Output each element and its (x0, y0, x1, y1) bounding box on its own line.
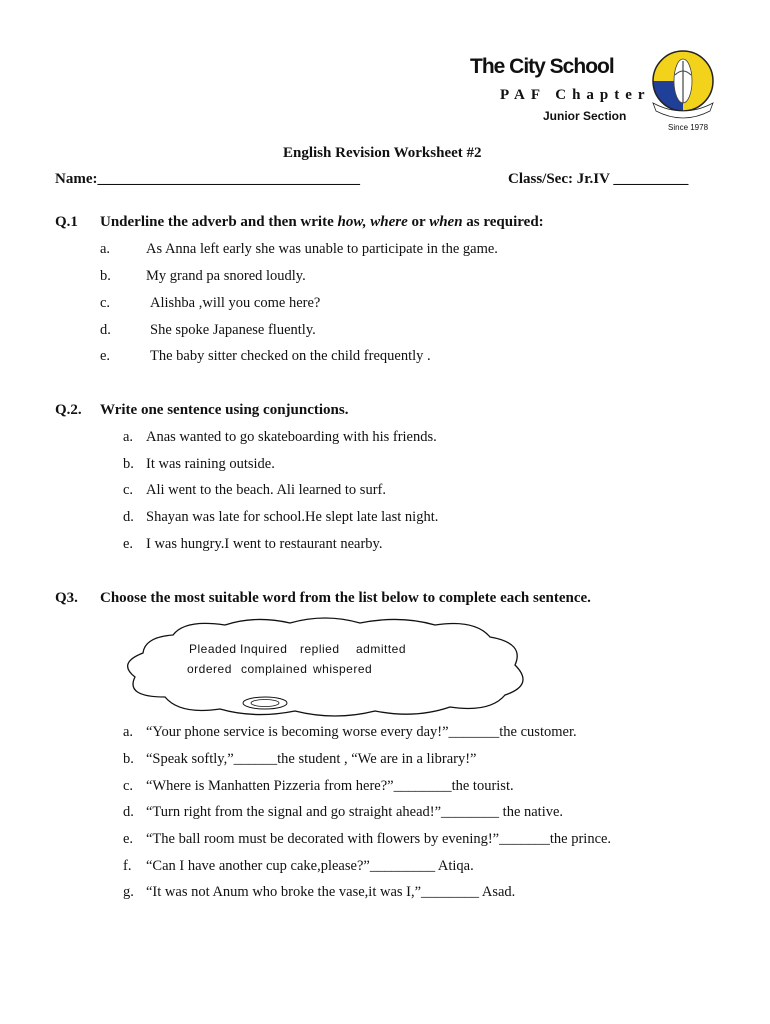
q3-item-text: “Turn right from the signal and go straight ahead!”________ the native. (146, 804, 564, 820)
q2-item-text: Anas wanted to go skateboarding with his friends. (146, 429, 437, 445)
q3-item-letter: a. (123, 724, 134, 740)
q3-item-letter: g. (123, 884, 134, 900)
q3-item-letter: e. (123, 831, 134, 847)
word-bank-word: Pleaded (189, 642, 237, 656)
q3-item-text: “Where is Manhatten Pizzeria from here?”________the tourist. (146, 778, 514, 794)
q3-item-letter: c. (123, 778, 134, 794)
section-name: Junior Section (543, 109, 627, 123)
q1-item-letter: e. (100, 348, 111, 364)
word-bank-word: complained (241, 662, 308, 676)
class-section-label: Class/Sec: Jr.IV __________ (508, 171, 689, 187)
q3-item-text: “The ball room must be decorated with flowers by evening!”_______the prince. (146, 831, 612, 847)
q1-item-text: She spoke Japanese fluently. (150, 322, 316, 338)
name-field-label: Name:___________________________________ (55, 171, 360, 187)
school-logo (648, 45, 718, 135)
word-bank-word: replied (300, 642, 340, 656)
q2-item-text: I was hungry.I went to restaurant nearby. (146, 536, 383, 552)
school-name: The City School (470, 55, 614, 78)
q2-item-text: Ali went to the beach. Ali learned to surf. (146, 482, 386, 498)
q3-item-text: “Your phone service is becoming worse every day!”_______the customer. (146, 724, 577, 740)
q3-item-text: “It was not Anum who broke the vase,it was I,”________ Asad. (146, 884, 516, 900)
q1-prompt-end: as required: (462, 214, 544, 230)
q3-item-text: “Speak softly,”______the student , “We are in a library!” (146, 751, 477, 767)
q3-item-letter: b. (123, 751, 134, 767)
q2-item-text: It was raining outside. (146, 456, 275, 472)
q1-item-letter: a. (100, 241, 111, 257)
q1-item-text: My grand pa snored loudly. (146, 268, 306, 284)
q2-item-letter: a. (123, 429, 134, 445)
q1-item-text: As Anna left early she was unable to participate in the game. (146, 241, 498, 257)
worksheet-title: English Revision Worksheet #2 (283, 145, 482, 161)
q2-prompt: Write one sentence using conjunctions. (100, 402, 349, 418)
q1-item-letter: c. (100, 295, 111, 311)
q2-item-letter: c. (123, 482, 134, 498)
q3-prompt: Choose the most suitable word from the list below to complete each sentence. (100, 590, 591, 606)
q3-item-letter: f. (123, 858, 132, 874)
q3-item-text: “Can I have another cup cake,please?”_________ Atiqa. (146, 858, 474, 874)
q2-item-letter: d. (123, 509, 134, 525)
since-label: Since 1978 (668, 123, 709, 132)
q1-prompt-when: when (429, 214, 463, 230)
q1-item-letter: d. (100, 322, 111, 338)
q1-prompt-or: or (407, 214, 430, 230)
q2-item-text: Shayan was late for school.He slept late last night. (146, 509, 439, 525)
q1-item-letter: b. (100, 268, 111, 284)
q1-prompt-how: how, where (337, 214, 408, 230)
q1-prompt-part: Underline the adverb and then write (100, 214, 338, 230)
chapter-name: PAF Chapter (500, 87, 651, 103)
q2-number: Q.2. (55, 402, 82, 418)
q1-item-text: The baby sitter checked on the child frequently . (150, 348, 431, 364)
q1-number: Q.1 (55, 214, 78, 230)
word-bank-word: ordered (187, 662, 232, 676)
q1-item-text: Alishba ,will you come here? (150, 295, 321, 311)
word-bank-word: Inquired (240, 642, 288, 656)
q2-item-letter: e. (123, 536, 134, 552)
word-bank-word: whispered (313, 662, 373, 676)
word-bank-word: admitted (356, 642, 407, 656)
q3-number: Q3. (55, 590, 78, 606)
q1-prompt (100, 214, 544, 231)
q3-item-letter: d. (123, 804, 134, 820)
q2-item-letter: b. (123, 456, 134, 472)
